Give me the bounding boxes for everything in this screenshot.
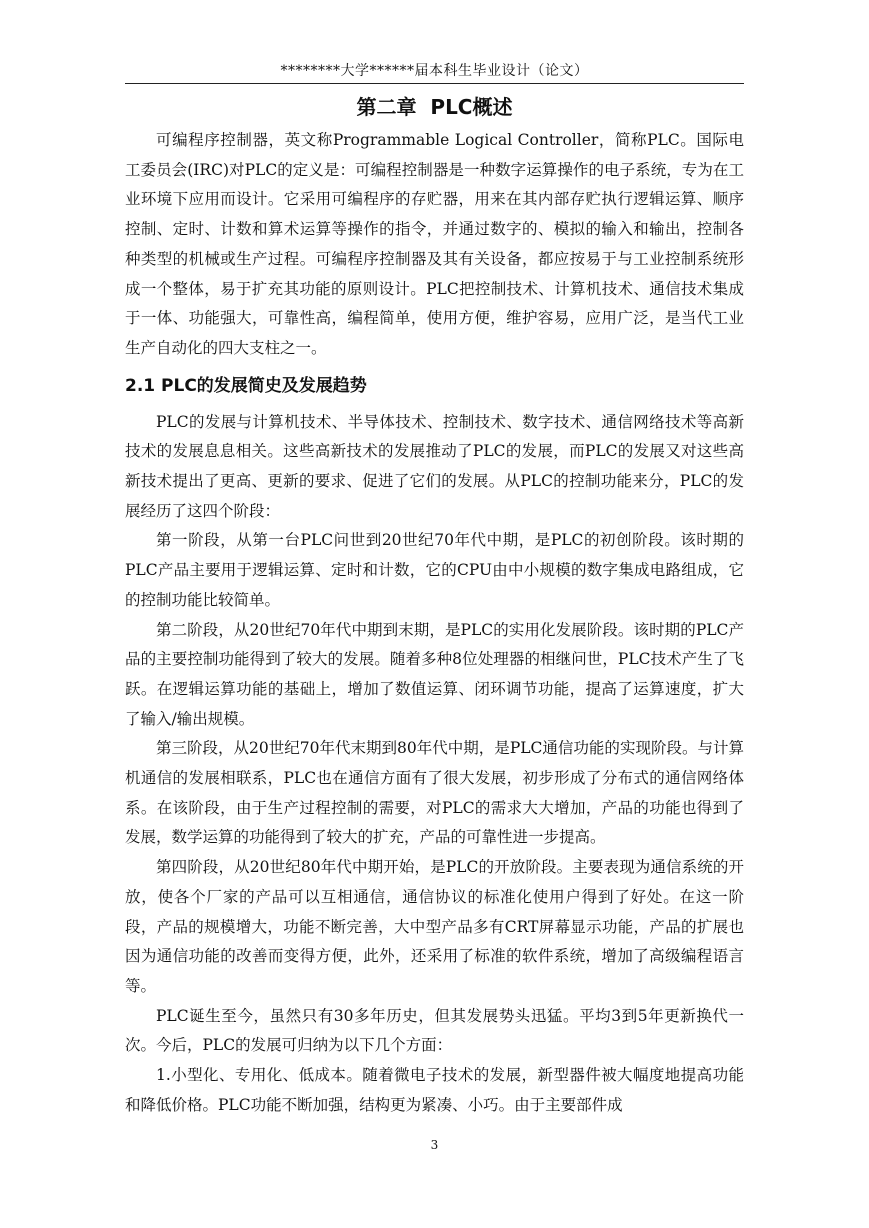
section-paragraph: 第一阶段，从第一台PLC问世到20世纪70年代中期，是PLC的初创阶段。该时期的PLC产品主要用于逻辑运算、定时和计数，它的CPU由中小规模的数字集成电路组成，它的控制功能比较简单。 <box>125 531 744 609</box>
section-paragraph: PLC诞生至今，虽然只有30多年历史，但其发展势头迅猛。平均3到5年更新换代一次。今后，PLC的发展可归纳为以下几个方面： <box>125 1006 744 1055</box>
header-rule <box>125 83 744 84</box>
section-paragraph: 第四阶段，从20世纪80年代中期开始，是PLC的开放阶段。主要表现为通信系统的开放，使各个厂家的产品可以互相通信，通信协议的标准化使用户得到了好处。在这一阶段，产品的规模增大，功能不断完善，大中型产品多有CRT屏幕显示功能，产品的扩展也因为通信功能的改善而变得方便，此外，还采用了标准的软件系统，增加了高级编程语言等。 <box>125 858 744 995</box>
intro-paragraph: 可编程序控制器，英文称Programmable Logical Controller，简称PLC。国际电工委员会(IRC)对PLC的定义是：可编程控制器是一种数字运算操作的电子系统，专为在工业环境下应用而设计。它采用可编程序的存贮器，用来在其内部存贮执行逻辑运算、顺序控制、定时、计数和算术运算等操作的指令，并通过数字的、模拟的输入和输出，控制各种类型的机械或生产过程。可编程序控制器及其有关设备，都应按易于与工业控制系统形成一个整体，易于扩充其功能的原则设计。PLC把控制技术、计算机技术、通信技术集成于一体、功能强大，可靠性高，编程简单，使用方便，维护容易，应用广泛，是当代工业生产自动化的四大支柱之一。 <box>125 131 744 357</box>
section-paragraph: 第三阶段，从20世纪70年代末期到80年代中期，是PLC通信功能的实现阶段。与计算机通信的发展相联系，PLC也在通信方面有了很大发展，初步形成了分布式的通信网络体系。在该阶段，由于生产过程控制的需要，对PLC的需求大大增加，产品的功能也得到了发展，数学运算的功能得到了较大的扩充，产品的可靠性进一步提高。 <box>125 739 744 847</box>
chapter-title: 第二章 PLC概述 <box>356 95 513 119</box>
section-paragraph: 第二阶段，从20世纪70年代中期到末期，是PLC的实用化发展阶段。该时期的PLC产品的主要控制功能得到了较大的发展。随着多种8位处理器的相继问世，PLC技术产生了飞跃。在逻辑运算功能的基础上，增加了数值运算、闭环调节功能，提高了运算速度，扩大了输入/输出规模。 <box>125 620 744 728</box>
section-heading: 2.1 PLC的发展简史及发展趋势 <box>125 375 367 396</box>
page-header: ********大学******届本科生毕业设计（论文） <box>280 63 589 79</box>
body-text <box>125 126 744 1121</box>
section-paragraph: 1.小型化、专用化、低成本。随着微电子技术的发展，新型器件被大幅度地提高功能和降低价格。PLC功能不断加强，结构更为紧凑、小巧。由于主要部件成 <box>125 1066 744 1114</box>
section-paragraph: PLC的发展与计算机技术、半导体技术、控制技术、数字技术、通信网络技术等高新技术的发展息息相关。这些高新技术的发展推动了PLC的发展，而PLC的发展又对这些高新技术提出了更高、更新的要求、促进了它们的发展。从PLC的控制功能来分，PLC的发展经历了这四个阶段： <box>125 412 744 520</box>
page-number: 3 <box>430 1138 439 1152</box>
